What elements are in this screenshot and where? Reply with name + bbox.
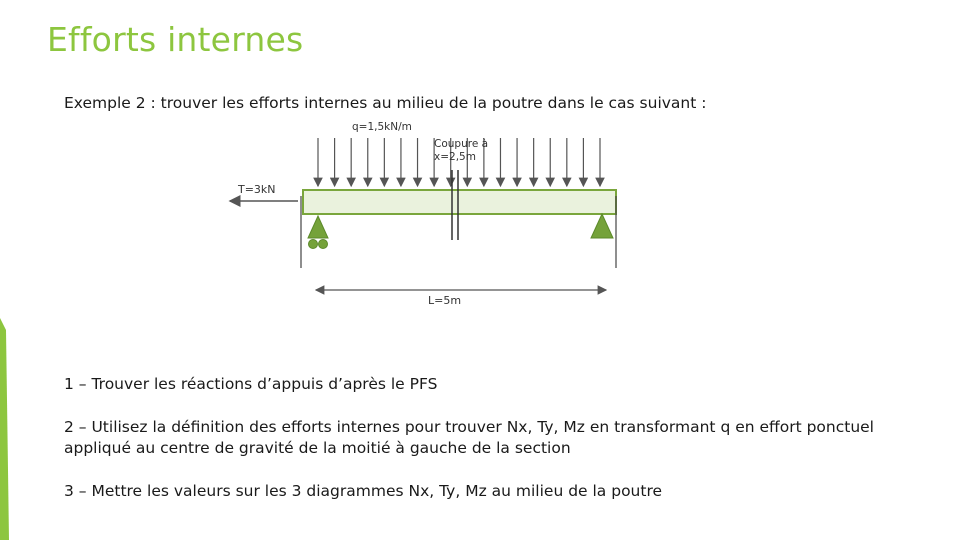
pin-support <box>591 214 613 238</box>
slide-title: Efforts internes <box>47 20 304 59</box>
cut-label-line2: x=2,5m <box>434 151 476 163</box>
step-2: 2 – Utilisez la définition des efforts internes pour trouver Nx, Ty, Mz en transformant q en effort ponctuel appliqué au centre de gravité de la moitié à gauche de la section <box>64 418 874 457</box>
load-label: q=1,5kN/m <box>352 121 412 133</box>
intro-text: Exemple 2 : trouver les efforts internes au milieu de la poutre dans le cas suivant : <box>64 94 707 112</box>
force-label: T=3kN <box>238 183 276 196</box>
roller-support <box>308 216 328 249</box>
cut-label-line1: Coupure à <box>434 138 489 150</box>
beam <box>303 190 616 214</box>
step-1: 1 – Trouver les réactions d’appuis d’après le PFS <box>64 375 438 393</box>
length-label: L=5m <box>428 294 462 307</box>
step-3: 3 – Mettre les valeurs sur les 3 diagrammes Nx, Ty, Mz au milieu de la poutre <box>64 482 663 500</box>
